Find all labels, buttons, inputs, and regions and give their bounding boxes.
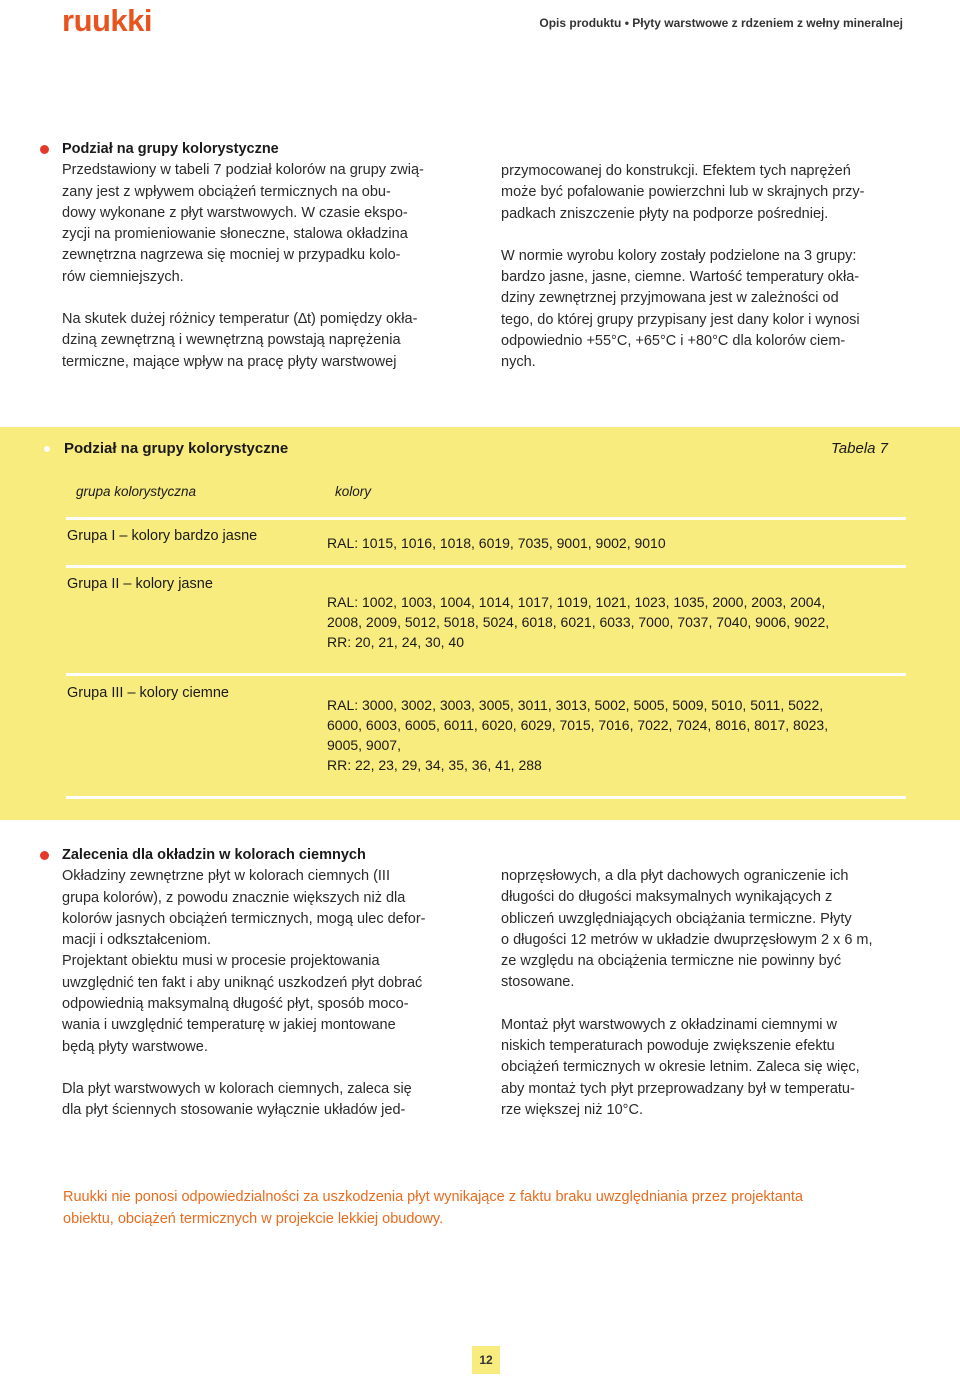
table-label: Tabela 7 <box>831 440 888 457</box>
table-divider <box>66 673 906 676</box>
table-divider <box>66 517 906 520</box>
logo-text: ruukki <box>62 4 153 38</box>
section2-heading <box>62 845 462 866</box>
table-col-header-group: grupa kolorystyczna <box>76 484 197 499</box>
section1-right-paragraph-2: W normie wyrobu kolory zostały podzielone na 3 grupy: bardzo jasne, jasne, ciemne. Wartość temperatury okła- dziny zewnętrznej przyjmowana jest w zależności od tego, do której grupy przypisany jest dany kolor i wynosi odpowiednio +55°C, +65°C i +80°C dla kolorów ciem- nych. <box>501 247 860 371</box>
table-row-colors-3: RAL: 3000, 3002, 3003, 3005, 3011, 3013, 5002, 5005, 5009, 5010, 5011, 5022, 6000, 6003, 6005, 6011, 6020, 6029, 7015, 7016, 7022, 7024, 8016, 8017, 8023, 9005, 9007, RR: 22, 23, 29, 34, 35, 36, 41, 288 <box>327 697 829 773</box>
section1-left-paragraph-2: Na skutek dużej różnicy temperatur (∆t) pomiędzy okła- dziną zewnętrzną i wewnętrzną powstają naprężenia termiczne, mające wpływ na pracę płyty warstwowej <box>62 311 418 370</box>
page-number: 12 <box>472 1346 500 1374</box>
table-title: Podział na grupy kolorystyczne <box>64 440 288 457</box>
red-bullet-icon <box>40 145 49 154</box>
white-bullet-icon <box>44 446 50 452</box>
table-row-colors-2: RAL: 1002, 1003, 1004, 1014, 1017, 1019, 1021, 1023, 1035, 2000, 2003, 2004, 2008, 2009, 5012, 5018, 5024, 6018, 6021, 6033, 7000, 7037, 7040, 9006, 9022, RR: 20, 21, 24, 30, 40 <box>327 594 830 650</box>
table-row-group-2: Grupa II – kolory jasne <box>67 576 213 592</box>
table-row-group-1: Grupa I – kolory bardzo jasne <box>67 528 258 544</box>
section2-right-paragraph-2: Montaż płyt warstwowych z okładzinami ciemnymi w niskich temperaturach powoduje zwiększenie efektu obciążeń termicznych w okresie letnim. Zaleca się więc, aby montaż tych płyt przeprowadzany był w temperatu- rze większej niż 10°C. <box>501 1016 860 1118</box>
table-divider <box>66 796 906 799</box>
red-bullet-icon <box>40 851 49 860</box>
section2-right-paragraph-1: noprzęsłowych, a dla płyt dachowych ograniczenie ich długości do długości maksymalnych wynikających z obliczeń uwzględniających obciążania termiczne. Płyty o długości 12 metrów w układzie dwuprzęsłowym 2 x 6 m, ze względu na obciążenia termiczne nie powinny być stosowane. <box>501 868 873 991</box>
section1-right-paragraph-1: przymocowanej do konstrukcji. Efektem tych naprężeń może być pofalowanie powierzchni lub w skrajnych przy- padkach zniszczenie płyty na podporze pośredniej. <box>501 163 865 222</box>
section1-heading-text: Podział na grupy kolorystyczne <box>62 141 279 157</box>
section1-left-column <box>62 139 462 373</box>
section2-heading-text: Zalecenia dla okładzin w kolorach ciemnych <box>62 847 366 863</box>
table-divider <box>66 565 906 568</box>
page-header-title: Opis produktu • Płyty warstwowe z rdzeniem z wełny mineralnej <box>539 16 903 30</box>
ruukki-logo <box>62 4 177 38</box>
section2-left-paragraph-1: Okładziny zewnętrzne płyt w kolorach ciemnych (III grupa kolorów), z powodu znacznie większych niż dla kolorów jasnych obciążeń termicznych, mogą ulec defor- macji i odkształceniom. Projektant obiektu musi w procesie projektowania uwzględnić ten fakt i aby uniknąć uszkodzeń płyt dobrać odpowiednią maksymalną długość płyt, sposób moco- wania i uwzględnić temperaturę w jakiej montowane będą płyty warstwowe. <box>62 868 426 1055</box>
section2-left-column <box>62 845 462 1122</box>
disclaimer: Ruukki nie ponosi odpowiedzialności za uszkodzenia płyt wynikające z faktu braku uwzględniania przez projektanta obiektu, obciążeń termicznych w projekcie lekkiej obudowy. <box>63 1189 803 1227</box>
section2-right-column <box>501 866 904 1121</box>
section2-left-paragraph-2: Dla płyt warstwowych w kolorach ciemnych, zaleca się dla płyt ściennych stosowanie wyłącznie układów jed- <box>62 1080 412 1119</box>
section1-left-paragraph-1: Przedstawiony w tabeli 7 podział kolorów na grupy zwią- zany jest z wpływem obciążeń termicznych na obu- dowy wykonane z płyt warstwowych. W czasie ekspo- zycji na promieniowanie słoneczne, stalowa okładzina zewnętrzna nagrzewa się mocniej w przypadku kolo- rów ciemniejszych. <box>62 162 424 285</box>
table-row-group-3: Grupa III – kolory ciemne <box>67 685 229 701</box>
table-col-header-colors: kolory <box>335 484 372 499</box>
section1-heading <box>62 139 462 160</box>
section1-right-column <box>501 161 904 374</box>
table-row-colors-1: RAL: 1015, 1016, 1018, 6019, 7035, 9001, 9002, 9010 <box>327 535 666 551</box>
